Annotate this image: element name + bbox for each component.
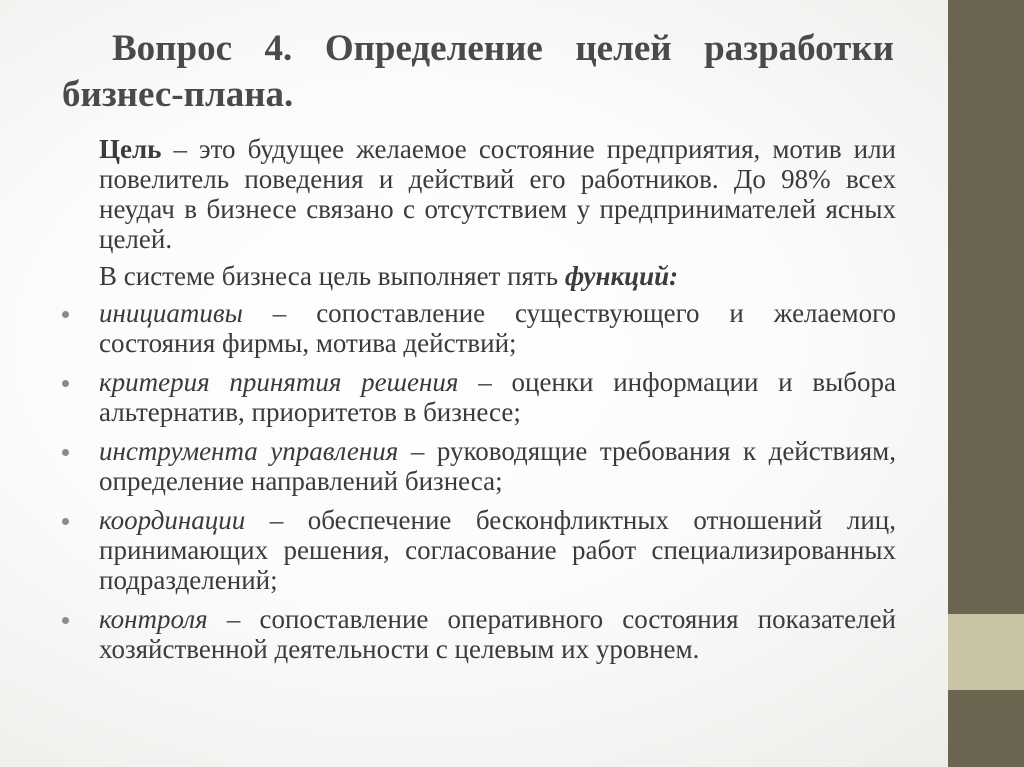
list-item	[62, 298, 896, 358]
list-item	[62, 367, 896, 427]
definition-paragraph	[62, 134, 896, 254]
bullet-icon	[62, 518, 69, 525]
slide-content	[62, 134, 896, 673]
slide-title: Вопрос 4. Определение целей разработки бизнес-плана.	[62, 28, 894, 115]
intro-paragraph	[62, 261, 896, 291]
bullet-icon	[62, 380, 69, 387]
intro-emphasis: функций:	[564, 261, 679, 291]
list-item	[62, 505, 896, 595]
bullet-icon	[62, 449, 69, 456]
function-term: инициативы	[99, 298, 243, 328]
list-item	[62, 436, 896, 496]
function-term: контроля	[99, 604, 208, 634]
function-description: – руководящие требования к действиям, определение направлений бизнеса;	[99, 436, 896, 496]
functions-list	[62, 298, 896, 664]
function-description: – оценки информации и выбора альтернатив, приоритетов в бизнесе;	[99, 367, 897, 427]
intro-text: В системе бизнеса цель выполняет пять	[99, 261, 565, 291]
definition-text: – это будущее желаемое состояние предприятия, мотив или повелитель поведения и действий его работников. До 98% всех неудач в бизнесе связано с отсутствием у предпринимателей ясных целей.	[99, 134, 896, 254]
function-term: координации	[99, 505, 246, 535]
bullet-icon	[62, 311, 69, 318]
list-item	[62, 604, 896, 664]
function-term: критерия принятия решения	[99, 367, 459, 397]
function-description: – обеспечение бесконфликтных отношений лиц, принимающих решения, согласование работ специализированных подразделений;	[99, 505, 896, 595]
function-description: – сопоставление оперативного состояния показателей хозяйственной деятельности с целевым их уровнем.	[99, 604, 896, 664]
function-description: – сопоставление существующего и желаемого состояния фирмы, мотива действий;	[99, 298, 896, 358]
bullet-icon	[62, 617, 69, 624]
function-term: инструмента управления	[99, 436, 399, 466]
definition-term: Цель	[99, 134, 162, 164]
decorative-side-bar-accent	[948, 614, 1024, 690]
